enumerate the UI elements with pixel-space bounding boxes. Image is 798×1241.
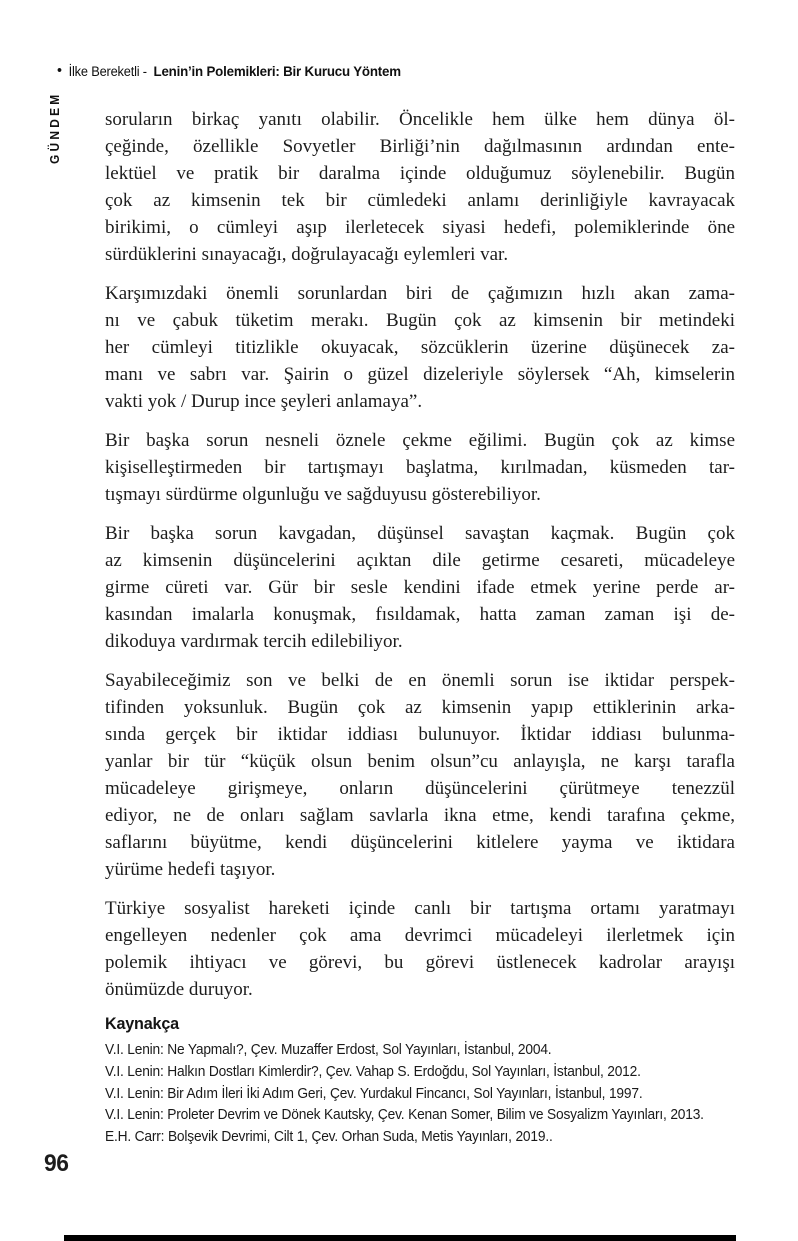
running-header	[57, 63, 401, 79]
text-line: birikimi, o cümleyi aşıp ilerletecek siyasi hedefi, polemiklerinde öne	[105, 217, 735, 238]
text-line: az kimsenin düşüncelerini açıktan dile getirme cesareti, mücadeleye	[105, 550, 735, 571]
header-article-title: Lenin’in Polemikleri: Bir Kurucu Yöntem	[153, 63, 401, 79]
text-line: manı ve sabrı var. Şairin o güzel dizeleriyle söylersek “Ah, kimselerin	[105, 364, 735, 385]
text-line: lektüel ve pratik bir daralma içinde olduğumuz söylenebilir. Bugün	[105, 163, 735, 184]
text-line: Bir başka sorun kavgadan, düşünsel savaştan kaçmak. Bugün çok	[105, 523, 735, 544]
text-line: Bir başka sorun nesneli öznele çekme eğilimi. Bugün çok az kimse	[105, 430, 735, 451]
header-author: İlke Bereketli -	[68, 64, 147, 79]
text-line: yürüme hedefi taşıyor.	[105, 859, 276, 880]
text-line: Sayabileceğimiz son ve belki de en önemli sorun ise iktidar perspek-	[105, 670, 735, 691]
text-line: kasından imalarla konuşmak, fısıldamak, hatta zaman zaman işi de-	[105, 604, 735, 625]
text-line: Karşımızdaki önemli sorunlardan biri de çağımızın hızlı akan zama-	[105, 283, 735, 304]
bibliography-list	[105, 1040, 737, 1149]
page-number: 96	[44, 1150, 69, 1177]
text-line: nı ve çabuk tüketim merakı. Bugün çok az kimsenin bir metindeki	[105, 310, 735, 331]
text-line: Türkiye sosyalist hareketi içinde canlı bir tartışma ortamı yaratmayı	[105, 898, 735, 919]
paragraph	[105, 427, 735, 508]
text-line: çeğinde, özellikle Sovyetler Birliği’nin dağılmasının ardından ente-	[105, 136, 735, 157]
text-line: çok az kimsenin tek bir cümledeki anlamı derinliğiyle kavrayacak	[105, 190, 735, 211]
bibliography-entry: V.I. Lenin: Bir Adım İleri İki Adım Geri, Çev. Yurdakul Fincancı, Sol Yayınları, İstanbul, 1997.	[105, 1085, 643, 1102]
text-line: vakti yok / Durup ince şeyleri anlamaya”.	[105, 391, 423, 412]
text-line: kişiselleştirmeden bir tartışmayı başlatma, kırılmadan, küsmeden tar-	[105, 457, 735, 478]
text-line: tışmayı sürdürme olgunluğu ve sağduyusu gösterebiliyor.	[105, 484, 541, 505]
text-line: sında gerçek bir iktidar iddiası bulunuyor. İktidar iddiası bulunma-	[105, 724, 735, 745]
bibliography-entry: V.I. Lenin: Ne Yapmalı?, Çev. Muzaffer Erdost, Sol Yayınları, İstanbul, 2004.	[105, 1042, 552, 1058]
bibliography-heading: Kaynakça	[105, 1014, 179, 1033]
text-line: engelleyen nedenler çok ama devrimci mücadeleyi ilerletmek için	[105, 925, 735, 946]
article-body	[105, 106, 735, 1015]
footer-scan-bar	[64, 1235, 736, 1241]
bibliography-section	[105, 1014, 785, 1149]
bibliography-entry: V.I. Lenin: Proleter Devrim ve Dönek Kautsky, Çev. Kenan Somer, Bilim ve Sosyalizm Yayınları, 2013.	[105, 1107, 704, 1124]
bullet-icon: •	[57, 62, 63, 79]
text-line: soruların birkaç yanıtı olabilir. Öncelikle hem ülke hem dünya öl-	[105, 109, 735, 130]
text-line: polemik ihtiyacı ve görevi, bu görevi üstlenecek kadrolar arayışı	[105, 952, 735, 973]
paragraph	[105, 667, 735, 883]
text-line: tifinden yoksunluk. Bugün çok az kimsenin yapıp ettiklerinin arka-	[105, 697, 735, 718]
bibliography-entry: V.I. Lenin: Halkın Dostları Kimlerdir?, Çev. Vahap S. Erdoğdu, Sol Yayınları, İstanbul, 2012.	[105, 1063, 641, 1080]
section-label-vertical: GÜNDEM	[47, 91, 62, 164]
text-line: yanlar bir tür “küçük olsun benim olsun”cu anlayışla, ne karşı tarafla	[105, 751, 735, 772]
bibliography-entry: E.H. Carr: Bolşevik Devrimi, Cilt 1, Çev. Orhan Suda, Metis Yayınları, 2019..	[105, 1129, 553, 1146]
text-line: önümüzde duruyor.	[105, 979, 253, 1000]
text-line: girme cüreti var. Gür bir sesle kendini ifade etmek yerine perde ar-	[105, 577, 735, 598]
paragraph	[105, 520, 735, 655]
paragraph	[105, 280, 735, 415]
text-line: her cümleyi titizlikle okuyacak, sözcüklerin üzerine düşünecek za-	[105, 337, 735, 358]
text-line: mücadeleye girişmeye, onların düşüncelerini çürütmeye tenezzül	[105, 778, 735, 799]
text-line: sürdüklerini sınayacağı, doğrulayacağı eylemleri var.	[105, 244, 509, 265]
text-line: dikoduya vardırmak tercih edilebiliyor.	[105, 631, 403, 652]
paragraph	[105, 106, 735, 268]
paragraph	[105, 895, 735, 1003]
text-line: saflarını büyütme, kendi düşüncelerini kitlelere yayma ve iktidara	[105, 832, 735, 853]
text-line: ediyor, ne de onları sağlam savlarla ikna etme, kendi tarafına çekme,	[105, 805, 735, 826]
